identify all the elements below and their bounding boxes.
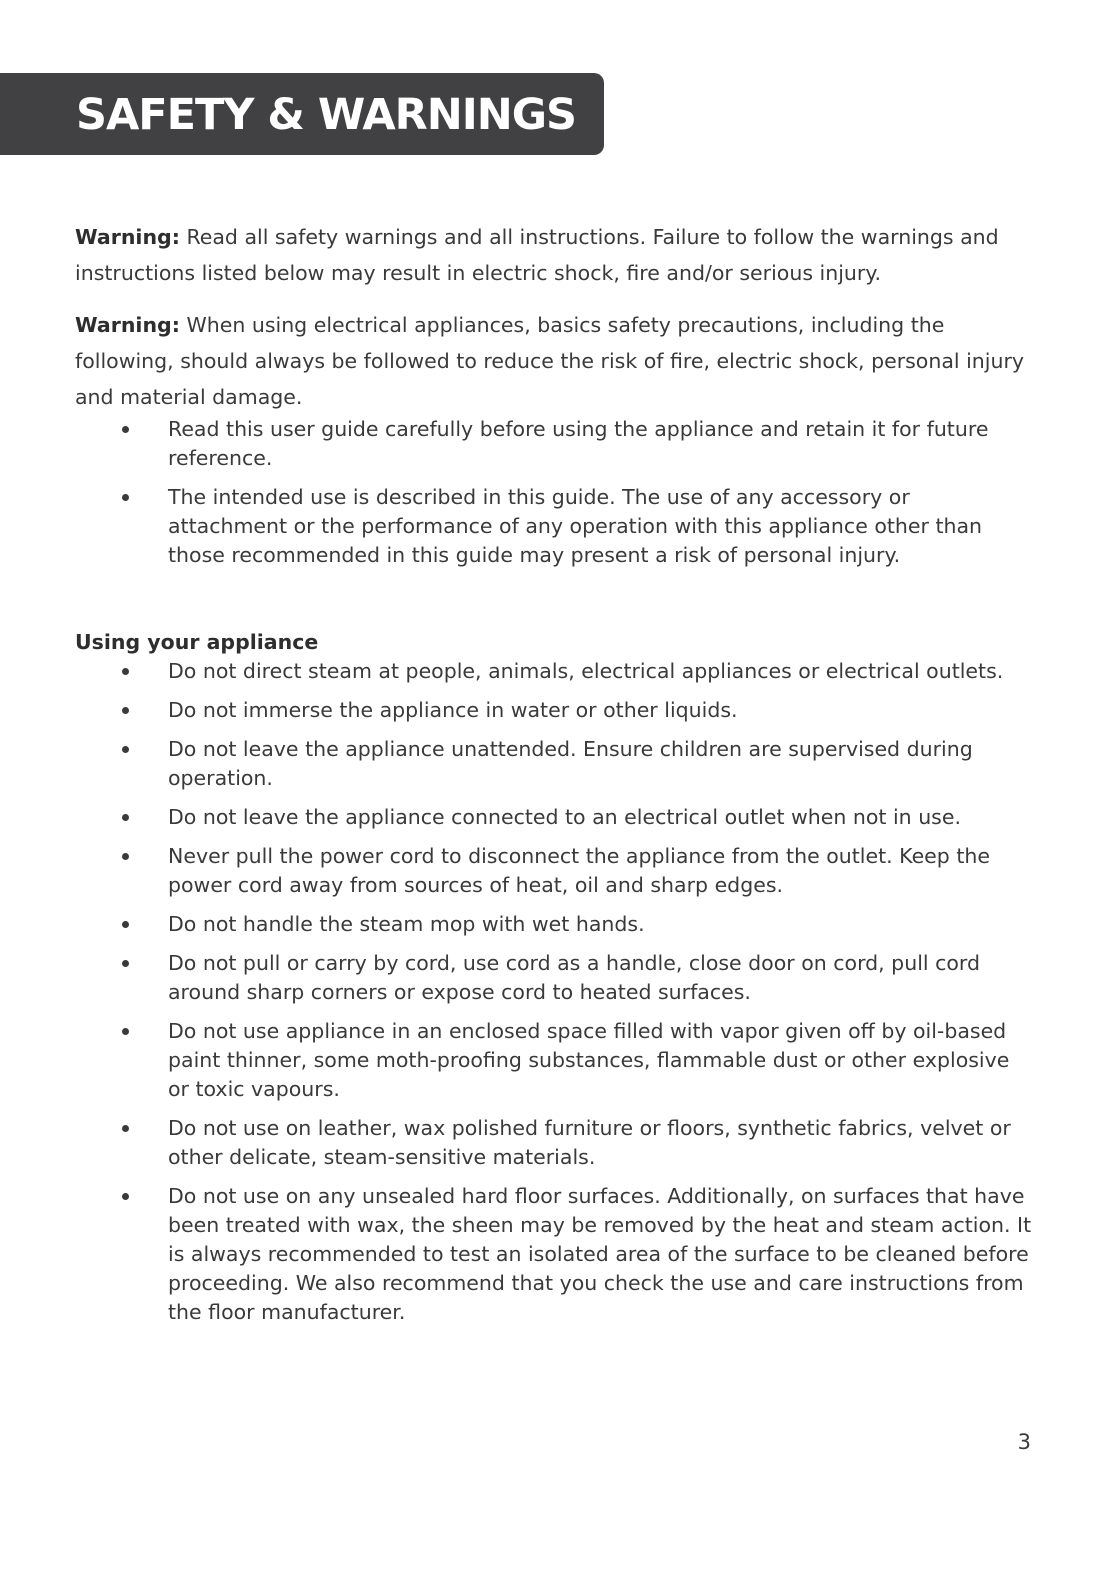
bullet-icon [122,707,129,714]
bullet-icon [122,494,129,501]
page-title: SAFETY & WARNINGS [76,90,577,140]
list-item [75,657,1035,686]
list-item-text: Do not pull or carry by cord, use cord as a handle, close door on cord, pull cord around sharp corners or expose cord to heated surfaces. [168,951,980,1004]
general-safety-list [75,415,1035,570]
main-content [75,219,1035,1327]
page-number: 3 [1017,1430,1031,1454]
list-item [75,696,1035,725]
appliance-usage-list [75,657,1035,1327]
bullet-icon [122,1028,129,1035]
list-item-text: Do not immerse the appliance in water or other liquids. [168,698,738,722]
warning-paragraph [75,307,1035,415]
warning-label: Warning: [75,225,180,249]
bullet-icon [122,853,129,860]
list-item-text: Do not leave the appliance connected to an electrical outlet when not in use. [168,805,961,829]
list-item-text: Do not leave the appliance unattended. Ensure children are supervised during operation. [168,737,973,790]
section-heading: Using your appliance [75,630,319,654]
bullet-icon [122,1193,129,1200]
list-item-text: Never pull the power cord to disconnect the appliance from the outlet. Keep the power cord away from sources of heat, oil and sharp edges. [168,844,990,897]
warning-text: Read all safety warnings and all instructions. Failure to follow the warnings and instructions listed below may result in electric shock, fire and/or serious injury. [75,225,999,285]
list-item-text: Read this user guide carefully before using the appliance and retain it for future reference. [168,417,989,470]
list-item [75,735,1035,793]
bullet-icon [122,426,129,433]
bullet-icon [122,814,129,821]
list-item-text: Do not use on any unsealed hard floor surfaces. Additionally, on surfaces that have been treated with wax, the sheen may be removed by the heat and steam action. It is always recommended to test an isolated area of the surface to be cleaned before proceeding. We also recommend that you check the use and care instructions from the floor manufacturer. [168,1184,1032,1324]
list-item-text: Do not handle the steam mop with wet hands. [168,912,645,936]
bullet-icon [122,960,129,967]
list-item [75,842,1035,900]
warning-paragraph [75,219,1035,291]
list-item-text: The intended use is described in this guide. The use of any accessory or attachment or the performance of any operation with this appliance other than those recommended in this guide may present a risk of personal injury. [168,485,983,567]
bullet-icon [122,668,129,675]
bullet-icon [122,1125,129,1132]
list-item-text: Do not use on leather, wax polished furniture or floors, synthetic fabrics, velvet or other delicate, steam-sensitive materials. [168,1116,1011,1169]
list-item [75,1114,1035,1172]
list-item [75,910,1035,939]
list-item [75,1017,1035,1104]
bullet-icon [122,921,129,928]
list-item [75,483,1035,570]
header-bar [0,73,604,155]
list-item [75,803,1035,832]
bullet-icon [122,746,129,753]
warning-text: When using electrical appliances, basics safety precautions, including the following, should always be followed to reduce the risk of fire, electric shock, personal injury and material damage. [75,313,1025,409]
list-item [75,949,1035,1007]
list-item [75,415,1035,473]
list-item-text: Do not direct steam at people, animals, electrical appliances or electrical outlets. [168,659,1004,683]
warning-label: Warning: [75,313,180,337]
list-item-text: Do not use appliance in an enclosed space filled with vapor given off by oil-based paint thinner, some moth-proofing substances, flammable dust or other explosive or toxic vapours. [168,1019,1010,1101]
list-item [75,1182,1035,1327]
